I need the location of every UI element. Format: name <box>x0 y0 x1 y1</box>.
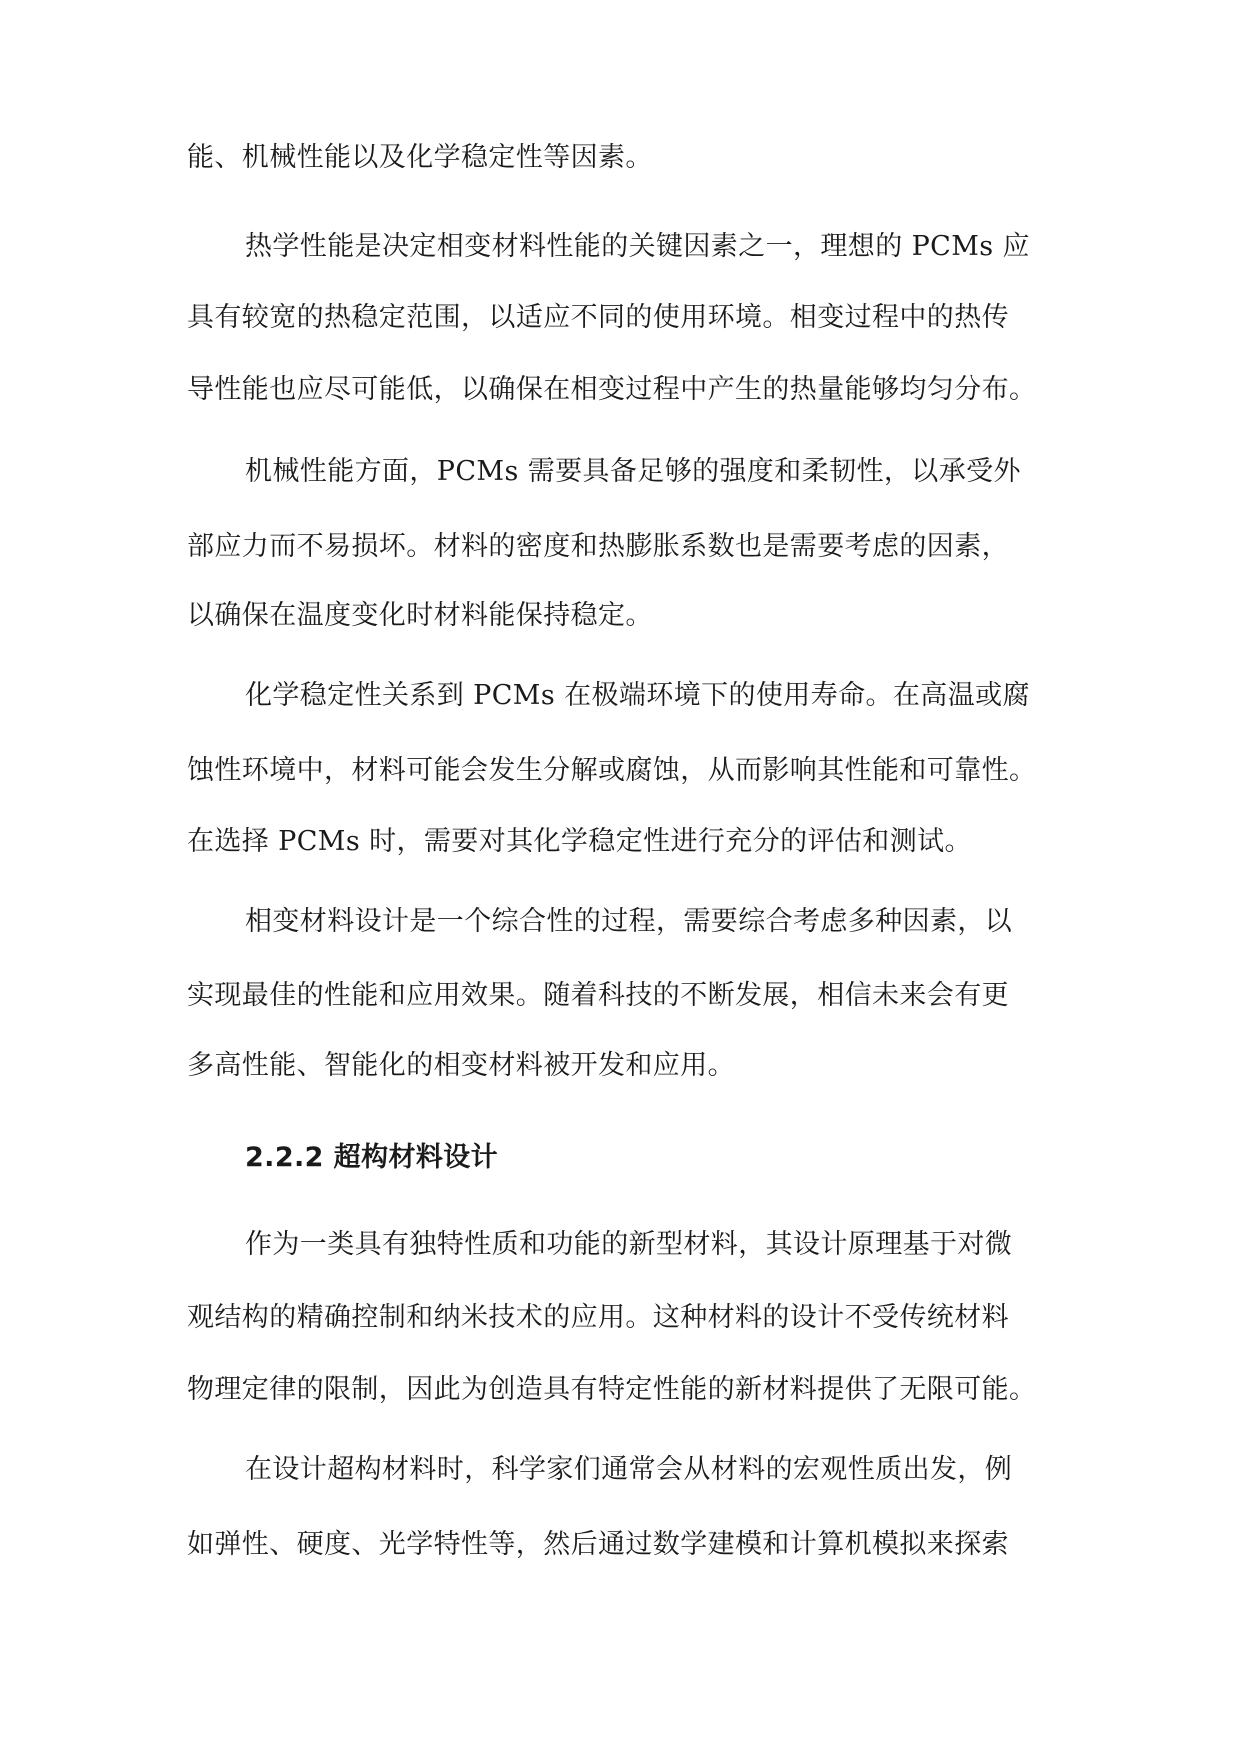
text-line: 机械性能方面，PCMs 需要具备足够的强度和柔韧性，以承受外 <box>245 456 1021 487</box>
text-line: 如弹性、硬度、光学特性等，然后通过数学建模和计算机模拟来探索 <box>187 1529 1009 1560</box>
text-line: 在选择 PCMs 时，需要对其化学稳定性进行充分的评估和测试。 <box>187 826 972 857</box>
text-line: 多高性能、智能化的相变材料被开发和应用。 <box>187 1050 735 1081</box>
text-line: 化学稳定性关系到 PCMs 在极端环境下的使用寿命。在高温或腐 <box>245 680 1030 711</box>
text-line: 导性能也应尽可能低，以确保在相变过程中产生的热量能够均匀分布。 <box>187 374 1037 405</box>
text-line: 热学性能是决定相变材料性能的关键因素之一，理想的 PCMs 应 <box>245 231 1030 262</box>
text-line: 能、机械性能以及化学稳定性等因素。 <box>187 142 653 173</box>
text-line: 蚀性环境中，材料可能会发生分解或腐蚀，从而影响其性能和可靠性。 <box>187 755 1037 786</box>
text-line: 以确保在温度变化时材料能保持稳定。 <box>187 600 653 631</box>
text-line: 实现最佳的性能和应用效果。随着科技的不断发展，相信未来会有更 <box>187 980 1009 1011</box>
text-line: 物理定律的限制，因此为创造具有特定性能的新材料提供了无限可能。 <box>187 1374 1037 1405</box>
text-line: 相变材料设计是一个综合性的过程，需要综合考虑多种因素，以 <box>245 906 1013 937</box>
text-line: 部应力而不易损坏。材料的密度和热膨胀系数也是需要考虑的因素， <box>187 531 1009 562</box>
section-heading: 2.2.2 超构材料设计 <box>245 1142 499 1173</box>
text-line: 具有较宽的热稳定范围，以适应不同的使用环境。相变过程中的热传 <box>187 302 1009 333</box>
text-line: 作为一类具有独特性质和功能的新型材料，其设计原理基于对微 <box>245 1229 1013 1260</box>
text-line: 在设计超构材料时，科学家们通常会从材料的宏观性质出发，例 <box>245 1454 1013 1485</box>
text-line: 观结构的精确控制和纳米技术的应用。这种材料的设计不受传统材料 <box>187 1302 1009 1333</box>
